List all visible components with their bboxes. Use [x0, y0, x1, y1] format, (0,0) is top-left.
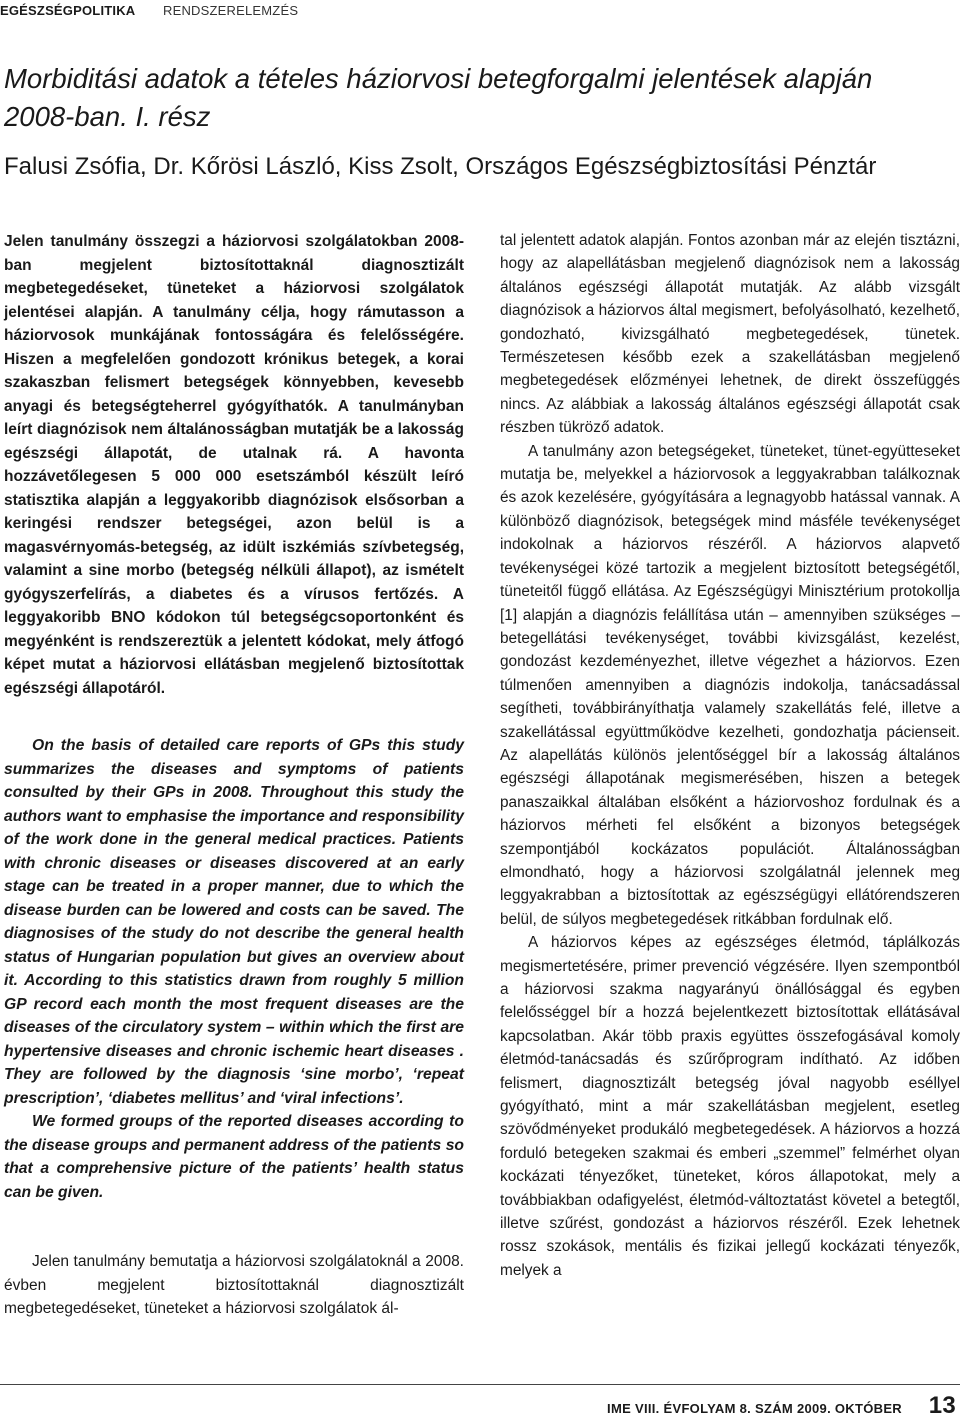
intro-paragraph: Jelen tanulmány bemutatja a háziorvosi szolgálatoknál a 2008. évben megjelent biztosítottaknál diagnosztizált megbetegedéseket, tüneteket a háziorvosi szolgálatok ál- — [4, 1253, 464, 1317]
body-paragraph-3: A háziorvos képes az egészséges életmód, táplálkozás megismertetésére, primer prevenció végzésére. Ilyen szempontból a háziorvosi szakma nagyarányú önállósággal és egyben felelősséggel bír a hozzá bejelentkezett biztosítottak ellátásával kapcsolatban. Akár több praxis együttes összefogásával komoly életmód-tanácsadás és szűrőprogram indítható. Az időben felismert, diagnosztizált betegség jóval nagyobb eséllyel gyógyítható, mint a már szakellátásban megjelent, esetleg szövődményeket produkáló megbetegedések. A háziorvos a hozzá forduló betegeken szakmai és emberi „szemmel” felmérhet olyan kockázati tényezőket, tüneteket, kóros állapotokat, mely a továbbiakban odafigyelést, életmód-változtatást követel a betegtől, illetve szűrést, gondozást a háziorvos részéről. Ezek lehetnek rossz szokások, mentális és fizikai jellegű kockázati tényezők, melyek a — [500, 934, 960, 1279]
footer-divider — [0, 1384, 960, 1385]
section-label: EGÉSZSÉGPOLITIKA — [0, 3, 136, 18]
right-column — [500, 229, 960, 1282]
abstract-hungarian: Jelen tanulmány összegzi a háziorvosi szolgálatokban 2008-ban megjelent biztosítottaknál diagnosztizált megbetegedéseket, tüneteket a háziorvosi szolgálatok jelentései alapján. A tanulmány célja, hogy rámutasson a háziorvosok munkájának fontosságára és felelősségére. Hiszen a megfelelően gondozott krónikus betegek, a korai szakaszban felismert betegségek könnyebben, kevesebb anyagi és betegségteherrel gyógyíthatók. A tanulmányban leírt diagnózisok nem általánosságban mutatják be a lakosság egészségi állapotát, de utalnak rá. A havonta hozzávetőlegesen 5 000 000 esetszámból készült leíró statisztika alapján a leggyakoribb diagnózisok elsősorban a keringési rendszer betegségei, azon belül is a magasvérnyomás-betegség, az idült iszkémiás szívbetegség, valamint a sine morbo (betegség nélküli állapot), az ismételt gyógyszerfelírás, a diabetes és a vírusos fertőzés. A leggyakoribb BNO kódokon túl betegségcsoportonként és megyénként is rendszereztük a jelentett kódokat, mely átfogó képet mutat a háziorvosi ellátásban megjelenő biztosítottak egészségi állapotáról. — [4, 233, 464, 697]
article-authors: Falusi Zsófia, Dr. Kőrösi László, Kiss Zsolt, Országos Egészségbiztosítási Pénztár — [4, 153, 877, 180]
article-title: Morbiditási adatok a tételes háziorvosi betegforgalmi jelentések alapján 2008-ban. I. rész — [4, 63, 873, 132]
subsection-label: RENDSZERELEMZÉS — [163, 3, 299, 18]
body-paragraph-1: tal jelentett adatok alapján. Fontos azonban már az elején tisztázni, hogy az alapellátásban megjelenő diagnózisok nem a lakosság általános egészségi állapotát mutatják. Az alább vizsgált diagnózisok a háziorvos által megismert, befolyásolható, kezelhető, gondozható, kivizsgálható megbetegedések, tünetek. Természetesen később ezek a szakellátásban megjelenő megbetegedések előzményei lehetnek, de direkt összefüggés nincs. Az alábbiak a lakosság általános egészségi állapotát csak részben tükröző adatok. — [500, 232, 960, 437]
abstract-english — [4, 734, 464, 1204]
running-header — [0, 0, 960, 24]
body-paragraph-2: A tanulmány azon betegségeket, tüneteket, tünet-együtteseket mutatja be, melyekkel a háziorvosok a leggyakrabban találkoznak és azok kezelésére, gyógyítására a legnagyobb hatással vannak. A különböző diagnózisok, betegségek mind másféle tevékenységet indokolnak a háziorvos részéről. A háziorvos alapvető tevékenységei közé tartozik a megjelent biztosított betegségétől, tüneteitől függő ellátása. Az Egészségügyi Minisztérium protokollja [1] alapján a diagnózis felállítása után – amennyiben szükséges – betegellátási tevékenységet, további kivizsgálást, kezelést, gondozást kezdeményezhet, illetve végezhet a háziorvos. Ezen túlmenően amennyiben a diagnózis indokolja, tanácsadással segítheti, továbbirányíthatja valamely szakellátás felé, illetve a szakellátással együttműködve kezelheti, gondozhatja pácienseit. Az alapellátás különös jelentőséggel bír a lakosság általános egészségi állapotának megismerésében, hiszen a betegek panaszaikkal általában elsőként a háziorvoshoz fordulnak és a háziorvos mérheti fel elsőként a bizonyos betegségek szempontjából kockázatos populációt. Általánosságban elmondható, hogy a háziorvosi szolgálatnál jelennek meg leggyakrabban a biztosítottak az egészségügyi ellátórendszeren belül, de súlyos megbetegedések ritkábban fordulnak elő. — [500, 442, 960, 928]
journal-issue: IME VIII. ÉVFOLYAM 8. SZÁM 2009. OKTÓBER — [607, 1401, 902, 1416]
page-number: 13 — [928, 1392, 956, 1419]
left-column — [4, 230, 464, 1321]
abstract-english-p2: We formed groups of the reported diseases according to the disease groups and permanent address of the patients so that a comprehensive picture of the patients’ health status can be given. — [4, 1113, 464, 1201]
abstract-english-p1: On the basis of detailed care reports of GPs this study summarizes the diseases and symptoms of patients consulted by their GPs in 2008. Throughout this study the authors want to emphasise the importance and responsibility of the work done in the general medical practices. Patients with chronic diseases or diseases discovered at an early stage can be treated in a proper manner, due to which the disease burden can be lowered and costs can be saved. The diagnosises of the study do not describe the general health status of Hungarian population but gives an overview about it. According to this statistics drawn from roughly 5 million GP record each month the most frequent diseases are the diseases of the circulatory system – within which the first are hypertensive diseases and chronic ischemic heart diseases . They are followed by the diagnosis ‘sine morbo’, ‘repeat prescription’, ‘diabetes mellitus’ and ‘viral infections’. — [4, 737, 464, 1107]
